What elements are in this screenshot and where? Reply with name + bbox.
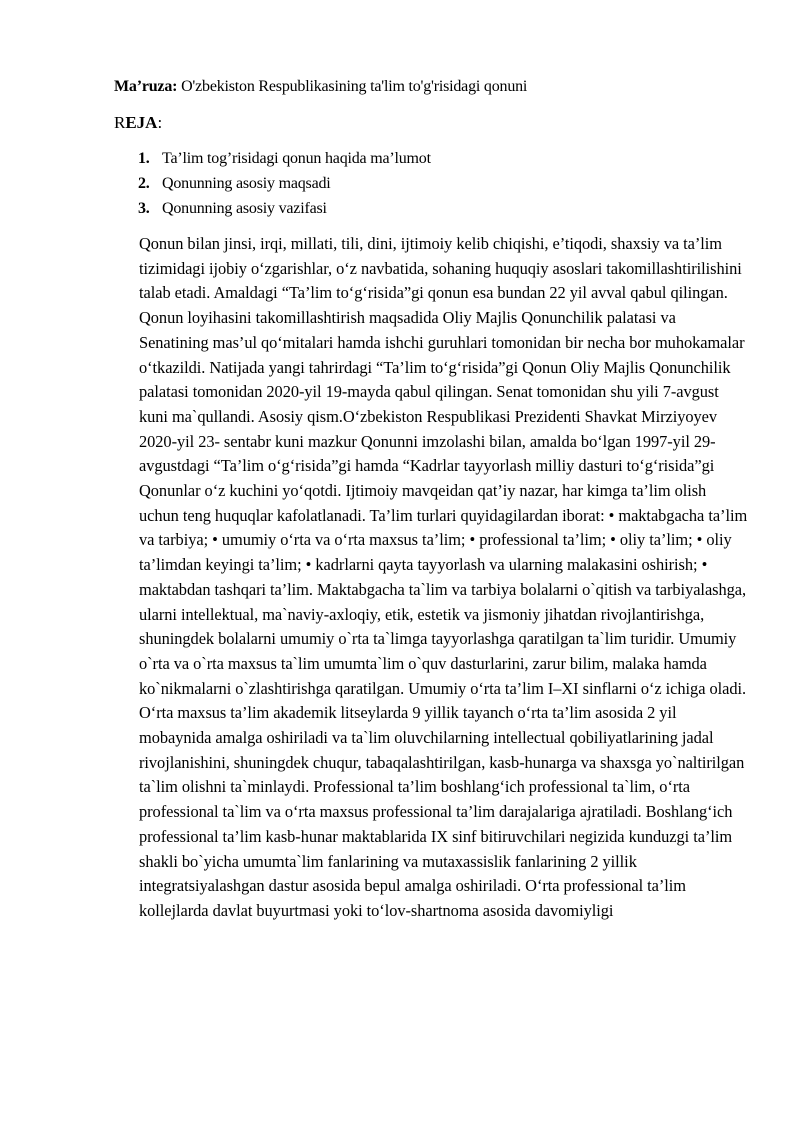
plan-item-number: 1. — [138, 150, 150, 167]
plan-item-text: Qonunning asosiy maqsadi — [162, 175, 331, 192]
plan-item-number: 3. — [138, 200, 150, 217]
plan-item — [138, 198, 431, 223]
plan-item — [138, 173, 431, 198]
lecture-title — [114, 76, 527, 98]
plan-heading-rest: EJA — [125, 113, 158, 132]
plan-item-text: Ta’lim tog’risidagi qonun haqida ma’lumot — [162, 150, 431, 167]
plan-heading-first-letter: R — [114, 113, 126, 132]
plan-item — [138, 148, 431, 173]
plan-list — [138, 148, 431, 223]
plan-heading-colon: : — [157, 113, 163, 132]
lecture-label: Ma’ruza: — [114, 78, 178, 95]
body-paragraph: Qonun bilan jinsi, irqi, millati, tili, dini, ijtimoiy kelib chiqishi, e’tiqodi, shaxsiy va ta’lim tizimidagi ijobiy oʻzgarishlar, oʻz navbatida, sohaning huquqiy asoslari takomillashtirilishini talab etadi. Amaldagi “Ta’lim toʻgʻrisida”gi qonun esa bundan 22 yil avval qabul qilingan. Qonun loyihasini takomillashtirish maqsadida Oliy Majlis Qonunchilik palatasi va Senatining mas’ul qoʻmitalari hamda ishchi guruhlari tomonidan bir necha bor muhokamalar oʻtkazildi. Natijada yangi tahrirdagi “Ta’lim toʻgʻrisida”gi Qonun Oliy Majlis Qonunchilik palatasi tomonidan 2020-yil 19-mayda qabul qilingan. Senat tomonidan shu yili 7-avgust kuni ma`qullandi. Asosiy qism.Oʻzbekiston Respublikasi Prezidenti Shavkat Mirziyoyev 2020-yil 23- sentabr kuni mazkur Qonunni imzolashi bilan, amalda boʻlgan 1997-yil 29-avgustdagi “Ta’lim oʻgʻrisida”gi hamda “Kadrlar tayyorlash milliy dasturi toʻgʻrisida”gi Qonunlar oʻz kuchini yoʻqotdi. Ijtimoiy mavqeidan qat’iy nazar, har kimga ta’lim olish uchun teng huquqlar kafolatlanadi. Ta’lim turlari quyidagilardan iborat: • maktabgacha ta’lim va tarbiya; • umumiy oʻrta va oʻrta maxsus ta’lim; • professional ta’lim; • oliy ta’lim; • oliy ta’limdan keyingi ta’lim; • kadrlarni qayta tayyorlash va ularning malakasini oshirish; • maktabdan tashqari ta’lim. Maktabgacha ta`lim va tarbiya bolalarni o`qitish va tarbiyalashga, ularni intellektual, ma`naviy-axloqiy, etik, estetik va jismoniy jihatdan rivojlantirishga, shuningdek bolalarni umumiy o`rta ta`limga tayyorlashga qaratilgan ta`lim turidir. Umumiy o`rta va o`rta maxsus ta`lim umumta`lim o`quv dasturlarini, zarur bilim, malaka hamda ko`nikmalarni o`zlashtirishga qaratilgan. Umumiy oʻrta ta’lim I–XI sinflarni oʻz ichiga oladi. Oʻrta maxsus ta’lim akademik litseylarda 9 yillik tayanch oʻrta ta’lim asosida 2 yil mobaynida amalga oshiriladi va ta`lim oluvchilarning intellectual qobiliyatlarining jadal rivojlanishini, shuningdek chuqur, tabaqalashtirilgan, kasb-hunarga va shaxsga yo`naltirilgan ta`lim olishni ta`minlaydi. Professional ta’lim boshlangʻich professional ta`lim, oʻrta professional ta`lim va oʻrta maxsus professional ta’lim darajalariga ajratiladi. Boshlangʻich professional ta’lim kasb-hunar maktablarida IX sinf bitiruvchilari negizida kunduzgi ta’lim shakli bo`yicha umumta`lim fanlarining va mutaxassislik fanlarining 2 yillik integratsiyalashgan dastur asosida bepul amalga oshiriladi. Oʻrta professional ta’lim kollejlarda davlat buyurtmasi yoki toʻlov-shartnoma asosida davomiyligi — [139, 234, 748, 920]
lecture-topic: O'zbekiston Respublikasining ta'lim to'g'risidagi qonuni — [181, 78, 528, 95]
plan-heading — [114, 112, 162, 134]
plan-item-text: Qonunning asosiy vazifasi — [162, 200, 327, 217]
plan-item-number: 2. — [138, 175, 150, 192]
